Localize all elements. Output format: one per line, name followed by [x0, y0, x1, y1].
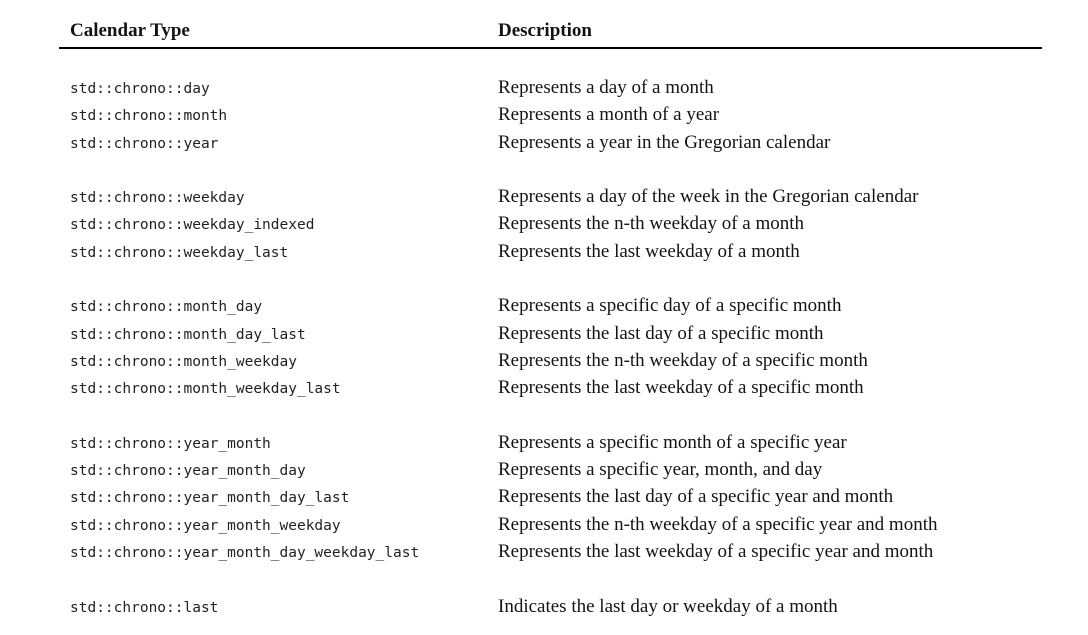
calendar-type-cell: std::chrono::weekday — [70, 190, 245, 207]
row-group — [59, 77, 1042, 159]
calendar-type-cell: std::chrono::year_month_day_last — [70, 490, 350, 507]
description-cell: Represents the last day of a specific month — [498, 322, 824, 344]
table-row — [59, 541, 1042, 568]
description-cell: Represents the last weekday of a specific month — [498, 377, 864, 399]
calendar-type-cell: std::chrono::month_weekday_last — [70, 381, 341, 398]
table-row — [59, 486, 1042, 513]
description-cell: Represents a specific day of a specific month — [498, 295, 842, 317]
table-row — [59, 323, 1042, 350]
table-row — [59, 350, 1042, 377]
description-cell: Represents the n-th weekday of a month — [498, 213, 805, 235]
table-row — [59, 186, 1042, 213]
header-rule — [59, 47, 1042, 49]
row-group — [59, 432, 1042, 568]
table-row — [59, 459, 1042, 486]
table-row — [59, 77, 1042, 104]
calendar-type-cell: std::chrono::year — [70, 135, 219, 152]
calendar-type-cell: std::chrono::weekday_indexed — [70, 217, 315, 234]
calendar-type-cell: std::chrono::year_month_day_weekday_last — [70, 545, 420, 562]
table-row — [59, 295, 1042, 322]
description-cell: Represents a specific year, month, and day — [498, 459, 823, 481]
calendar-type-cell: std::chrono::month_day — [70, 299, 263, 316]
description-cell: Represents the last weekday of a specific year and month — [498, 541, 934, 563]
description-cell: Represents the n-th weekday of a specific month — [498, 349, 868, 371]
calendar-type-cell: std::chrono::year_month — [70, 435, 271, 452]
description-cell: Represents the n-th weekday of a specific year and month — [498, 513, 938, 535]
column-header-description: Description — [498, 20, 592, 41]
table-row — [59, 213, 1042, 240]
table-row — [59, 596, 1042, 623]
description-cell: Represents a day of a month — [498, 77, 714, 98]
calendar-type-cell: std::chrono::month — [70, 108, 228, 125]
column-header-calendar-type: Calendar Type — [70, 20, 190, 41]
calendar-type-cell: std::chrono::year_month_day — [70, 463, 306, 480]
table-row — [59, 104, 1042, 131]
description-cell: Represents a specific month of a specific year — [498, 431, 847, 453]
calendar-type-cell: std::chrono::weekday_last — [70, 244, 289, 261]
description-cell: Represents a day of the week in the Gregorian calendar — [498, 186, 919, 208]
calendar-type-cell: std::chrono::last — [70, 599, 219, 616]
table-row — [59, 432, 1042, 459]
table-row — [59, 377, 1042, 404]
table-body — [59, 77, 1042, 635]
row-group — [59, 186, 1042, 268]
description-cell: Represents the last weekday of a month — [498, 240, 800, 262]
description-cell: Indicates the last day or weekday of a month — [498, 595, 838, 617]
calendar-type-cell: std::chrono::month_day_last — [70, 326, 306, 343]
row-group — [59, 596, 1042, 623]
table-row — [59, 241, 1042, 268]
row-group — [59, 295, 1042, 404]
table-header — [59, 17, 1042, 44]
calendar-type-cell: std::chrono::day — [70, 81, 210, 97]
description-cell: Represents a month of a year — [498, 104, 720, 126]
calendar-type-cell: std::chrono::month_weekday — [70, 353, 297, 370]
table-row — [59, 514, 1042, 541]
table-row — [59, 132, 1042, 159]
description-cell: Represents the last day of a specific year and month — [498, 486, 894, 508]
calendar-type-cell: std::chrono::year_month_weekday — [70, 517, 341, 534]
description-cell: Represents a year in the Gregorian calendar — [498, 131, 831, 153]
